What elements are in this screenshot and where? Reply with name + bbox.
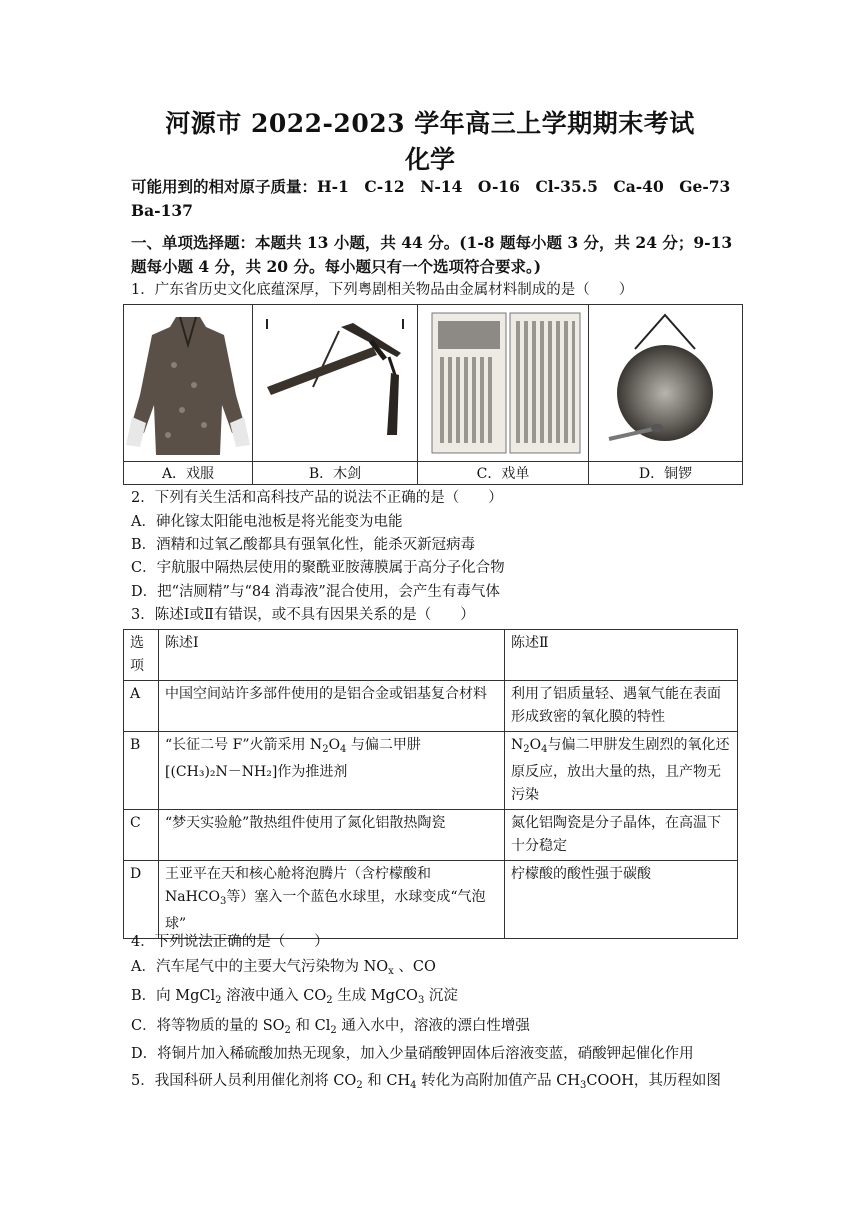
q3-row-c-s1: “梦天实验舱”散热组件使用了氮化铝散热陶瓷 — [159, 810, 505, 861]
q2-option-c: C．宇航服中隔热层使用的聚酰亚胺薄膜属于高分子化合物 — [131, 560, 505, 576]
q1-option-b: B．木剑 — [253, 462, 418, 485]
section-heading-line2: 题每小题 4 分，共 20 分。每小题只有一个选项符合要求。) — [131, 257, 542, 276]
page-title: 河源市 2022-2023 学年高三上学期期末考试 — [165, 109, 695, 138]
q4-stem: 4．下列说法正确的是（ ） — [131, 934, 329, 950]
q1-image-b — [253, 305, 418, 462]
q5-stem: 5．我国科研人员利用催化剂将 $CO_2$ 和 $CH_4$ 转化为高附加值产品 $CH_3COOH$，其历程如图 — [131, 1073, 721, 1091]
q3-row-c-s2: 氮化铝陶瓷是分子晶体，在高温下十分稳定 — [505, 810, 738, 861]
q3-row-b-s1: “长征二号 F”火箭采用 $N_2O_4$ 与偏二甲肼 [(CH₃)₂N－NH₂]作为推进剂 — [159, 732, 505, 810]
copper-gong-icon — [589, 305, 742, 461]
q2-stem: 2．下列有关生活和高科技产品的说法不正确的是（ ） — [131, 490, 503, 506]
atomic-masses-line1: 可能用到的相对原子质量：H-1 C-12 N-14 O-16 Cl-35.5 Ca-40 Ge-73 — [131, 177, 731, 196]
q3-header-option: 选项 — [124, 630, 159, 681]
q4-option-b: B．向 MgCl$_2$ 溶液中通入 $CO_2$ 生成 MgCO$_3$ 沉淀 — [131, 988, 458, 1006]
q3-row-a-s2: 利用了铝质量轻、遇氧气能在表面形成致密的氧化膜的特性 — [505, 681, 738, 732]
q3-row-b-formula: [(CH₃)₂N－NH₂] — [165, 764, 278, 780]
q1-image-a — [124, 305, 253, 462]
q3-row-d-s1: 王亚平在天和核心舱将泡腾片（含柠檬酸和 NaHCO$_3$等）塞入一个蓝色水球里，水球变成“气泡球” — [159, 861, 505, 939]
section-heading-line1: 一、单项选择题：本题共 13 小题，共 44 分。(1-8 题每小题 3 分，共 24 分；9-13 — [131, 233, 733, 252]
q3-table — [123, 629, 738, 939]
wooden-sword-icon — [253, 305, 417, 461]
q3-stem: 3．陈述Ⅰ或Ⅱ有错误，或不具有因果关系的是（ ） — [131, 607, 475, 623]
q2-option-a: A．砷化镓太阳能电池板是将光能变为电能 — [131, 514, 403, 530]
q3-row-b-s1-text: “长征二号 F”火箭采用 N — [165, 737, 323, 753]
playbill-icon — [418, 305, 588, 461]
q2-option-b: B．酒精和过氧乙酸都具有强氧化性，能杀灭新冠病毒 — [131, 537, 476, 553]
q1-image-d — [589, 305, 743, 462]
q3-header-s2: 陈述Ⅱ — [505, 630, 738, 681]
q3-row-d-s2: 柠檬酸的酸性强于碳酸 — [505, 861, 738, 939]
q4-option-d: D．将铜片加入稀硫酸加热无现象，加入少量硝酸钾固体后溶液变蓝，硝酸钾起催化作用 — [131, 1046, 694, 1062]
q3-row-d-option: D — [124, 861, 159, 939]
q1-option-a: A．戏服 — [124, 462, 253, 485]
opera-costume-icon — [124, 305, 252, 461]
q3-row-c-option: C — [124, 810, 159, 861]
q3-row-a-s1: 中国空间站许多部件使用的是铝合金或铝基复合材料 — [159, 681, 505, 732]
q3-row-b-s2: $N_2O_4$与偏二甲肼发生剧烈的氧化还原反应，放出大量的热，且产物无污染 — [505, 732, 738, 810]
q3-row-b-option: B — [124, 732, 159, 810]
q1-image-c — [418, 305, 589, 462]
q1-stem: 1．广东省历史文化底蕴深厚，下列粤剧相关物品由金属材料制成的是（ ） — [131, 282, 634, 298]
atomic-masses-line2: Ba-137 — [131, 201, 193, 220]
q4-option-c: C．将等物质的量的 $SO_2$ 和 $Cl_2$ 通入水中，溶液的漂白性增强 — [131, 1018, 530, 1036]
q4-option-a: A．汽车尾气中的主要大气污染物为 $NO_x$ 、CO — [131, 959, 436, 977]
q1-option-d: D．铜锣 — [589, 462, 743, 485]
q3-row-a-option: A — [124, 681, 159, 732]
subject-title: 化学 — [404, 145, 455, 174]
q1-option-c: C．戏单 — [418, 462, 589, 485]
q2-option-d: D．把“洁厕精”与“84 消毒液”混合使用，会产生有毒气体 — [131, 584, 500, 600]
q1-image-table — [123, 304, 743, 485]
q3-header-s1: 陈述Ⅰ — [159, 630, 505, 681]
